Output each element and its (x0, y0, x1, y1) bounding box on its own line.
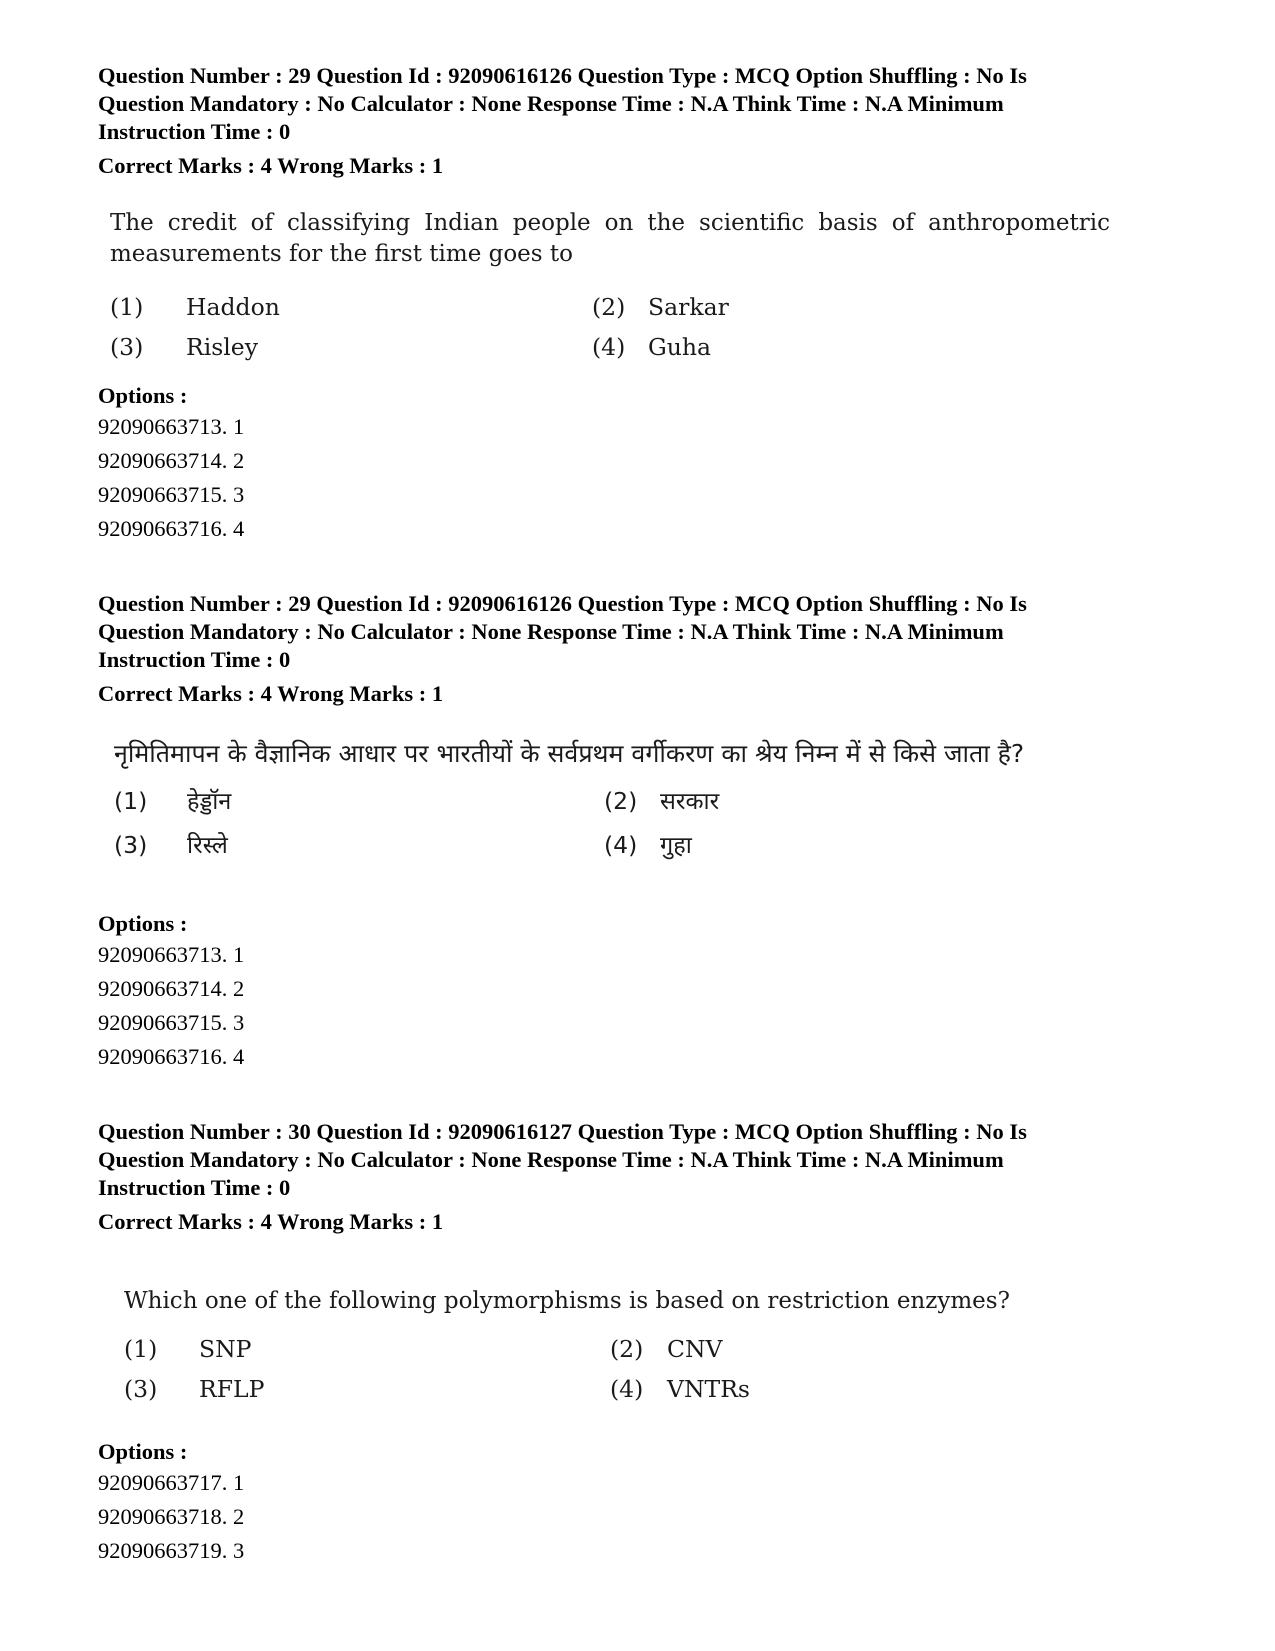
question-meta: Question Number : 29 Question Id : 92090616126 Question Type : MCQ Option Shuffling : No Is Question Mandatory : No Calculator : None Response Time : N.A Think Time : N.A Minimum Instruction Time : 0 (98, 63, 1027, 144)
option-line: 92090663717. 1 (98, 1470, 245, 1495)
choice-text: Guha (648, 333, 712, 361)
question-block-29-english (98, 62, 1178, 180)
choice-4 (604, 830, 692, 860)
options-label: Options : (98, 911, 188, 936)
choice-text: RFLP (199, 1375, 265, 1403)
question-stem: नृमितिमापन के वैज्ञानिक आधार पर भारतीयों के सर्वप्रथम वर्गीकरण का श्रेय निम्न में से किसे जाता है? (114, 739, 1025, 768)
options-list (98, 910, 1178, 1074)
choice-number: (2) (610, 1335, 644, 1363)
choice-3 (114, 830, 228, 860)
choice-text: सरकार (660, 787, 720, 815)
question-stem: Which one of the following polymorphisms is based on restriction enzymes? (124, 1288, 1010, 1314)
choice-2 (604, 786, 719, 816)
question-marks: Correct Marks : 4 Wrong Marks : 1 (98, 1209, 444, 1234)
option-line: 92090663718. 2 (98, 1504, 245, 1529)
options-list (98, 382, 1178, 546)
options-label: Options : (98, 1439, 188, 1464)
question-image-hindi (114, 738, 1114, 888)
question-block-29-hindi (98, 590, 1178, 708)
option-line: 92090663713. 1 (98, 942, 245, 967)
option-line: 92090663716. 4 (98, 516, 245, 541)
question-image-english (110, 208, 1110, 361)
choice-number: (3) (114, 831, 148, 859)
question-stem: The credit of classifying Indian people on the scientific basis of anthropometric measurements for the first time goes to (110, 210, 1110, 267)
choice-2 (592, 292, 729, 322)
choice-number: (4) (610, 1375, 644, 1403)
choice-text: Risley (186, 333, 258, 361)
choice-3 (110, 332, 258, 362)
choice-text: SNP (199, 1335, 252, 1363)
options-list (98, 1438, 1178, 1568)
choice-text: VNTRs (667, 1375, 750, 1403)
choice-3 (124, 1374, 264, 1404)
choice-number: (4) (592, 333, 626, 361)
option-line: 92090663716. 4 (98, 1044, 245, 1069)
choice-4 (592, 332, 711, 362)
option-line: 92090663714. 2 (98, 976, 245, 1001)
choice-1 (110, 292, 280, 322)
choice-text: Sarkar (648, 293, 729, 321)
choice-number: (1) (110, 293, 144, 321)
choice-text: Haddon (186, 293, 280, 321)
question-image-english (124, 1286, 1124, 1416)
option-line: 92090663715. 3 (98, 1010, 245, 1035)
choice-text: CNV (667, 1335, 723, 1363)
choice-number: (3) (110, 333, 144, 361)
choice-number: (1) (124, 1335, 158, 1363)
choice-number: (2) (604, 787, 638, 815)
choice-number: (3) (124, 1375, 158, 1403)
choice-4 (610, 1374, 750, 1404)
option-line: 92090663714. 2 (98, 448, 245, 473)
choice-1 (114, 786, 231, 816)
option-line: 92090663719. 3 (98, 1538, 245, 1563)
choice-1 (124, 1334, 251, 1364)
options-label: Options : (98, 383, 188, 408)
choice-text: गुहा (660, 831, 692, 859)
question-meta: Question Number : 30 Question Id : 92090616127 Question Type : MCQ Option Shuffling : No Is Question Mandatory : No Calculator : None Response Time : N.A Think Time : N.A Minimum Instruction Time : 0 (98, 1119, 1027, 1200)
question-meta: Question Number : 29 Question Id : 92090616126 Question Type : MCQ Option Shuffling : No Is Question Mandatory : No Calculator : None Response Time : N.A Think Time : N.A Minimum Instruction Time : 0 (98, 591, 1027, 672)
choice-2 (610, 1334, 723, 1364)
option-line: 92090663715. 3 (98, 482, 245, 507)
choice-number: (4) (604, 831, 638, 859)
choice-text: हेड्डॉन (187, 787, 232, 815)
option-line: 92090663713. 1 (98, 414, 245, 439)
question-marks: Correct Marks : 4 Wrong Marks : 1 (98, 681, 444, 706)
question-block-30-english (98, 1118, 1178, 1236)
choice-number: (1) (114, 787, 148, 815)
choice-text: रिस्ले (187, 831, 228, 859)
choice-number: (2) (592, 293, 626, 321)
question-marks: Correct Marks : 4 Wrong Marks : 1 (98, 153, 444, 178)
